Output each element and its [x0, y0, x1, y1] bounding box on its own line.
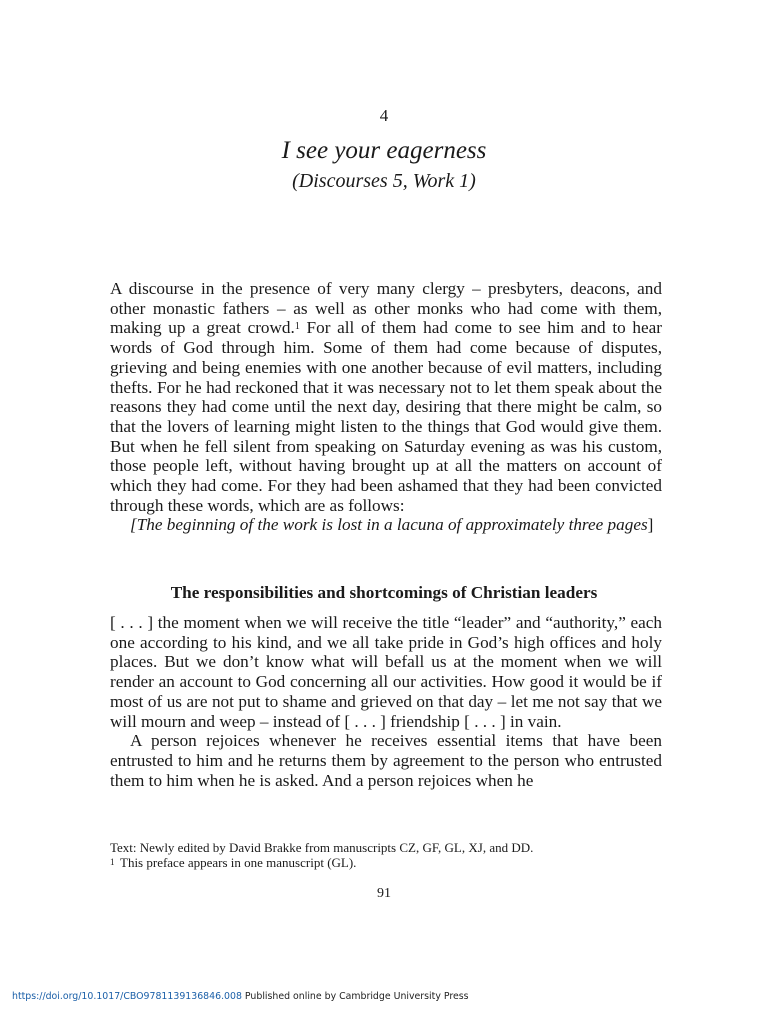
intro-text-before-note: A discourse in the presence of very many clergy – presbyters, deacons, and other monastic fathers – as well as other monks who had come with them, making up a great crowd.	[110, 279, 662, 338]
footnote-marker-1: 1	[294, 321, 300, 333]
citation-bar	[12, 991, 469, 1002]
footnote-1	[110, 855, 670, 870]
section-heading: The responsibilities and shortcomings of Christian leaders	[170, 583, 598, 602]
doi-link[interactable]: https://doi.org/10.1017/CBO9781139136846.008	[12, 991, 242, 1002]
lacuna-note-text: [The beginning of the work is lost in a lacuna of approximately three pages	[130, 515, 648, 535]
lacuna-note-close-bracket: ]	[647, 515, 654, 535]
footnote-1-marker: 1	[110, 857, 115, 867]
published-online-text: Published online by Cambridge University Press	[241, 991, 469, 1002]
chapter-title: I see your eagerness	[281, 137, 487, 164]
chapter-subtitle: (Discourses 5, Work 1)	[292, 170, 476, 192]
intro-paragraph	[110, 279, 662, 515]
section-paragraph-2: A person rejoices whenever he receives essential items that have been entrusted to him and he returns them by agreement to the person who entrusted them to him when he is asked. And a person rejoices when he	[110, 731, 662, 790]
page-number: 91	[377, 886, 391, 901]
section-body	[110, 613, 662, 790]
lacuna-note	[110, 515, 662, 535]
chapter-number: 4	[379, 106, 389, 125]
footnote-1-text: This preface appears in one manuscript (GL).	[120, 855, 357, 870]
source-note: Text: Newly edited by David Brakke from manuscripts CZ, GF, GL, XJ, and DD.	[110, 840, 534, 855]
intro-text-after-note: For all of them had come to see him and to hear words of God through him. Some of them had come because of disputes, grieving and being enemies with one another because of evil matters, including thefts. For he had reckoned that it was necessary not to let them speak about the reasons they had come until the next day, desiring that there might be calm, so that the lovers of learning might listen to the things that God would give them. But when he fell silent from speaking on Saturday evening as was his custom, those people left, without having brought up at all the matters on account of which they had come. For they had been ashamed that they had been convicted through these words, which are as follows:	[110, 318, 662, 515]
intro-preface	[110, 279, 662, 535]
footnotes	[110, 840, 670, 870]
section-paragraph-1: [ . . . ] the moment when we will receive the title “leader” and “authority,” each one according to his kind, and we all take pride in God’s high offices and holy places. But we don’t know what will befall us at the moment when we will render an account to God concerning all our activities. How good it would be if most of us are not put to shame and grieved on that day – let me not say that we will mourn and weep – instead of [ . . . ] friendship [ . . . ] in vain.	[110, 613, 662, 731]
